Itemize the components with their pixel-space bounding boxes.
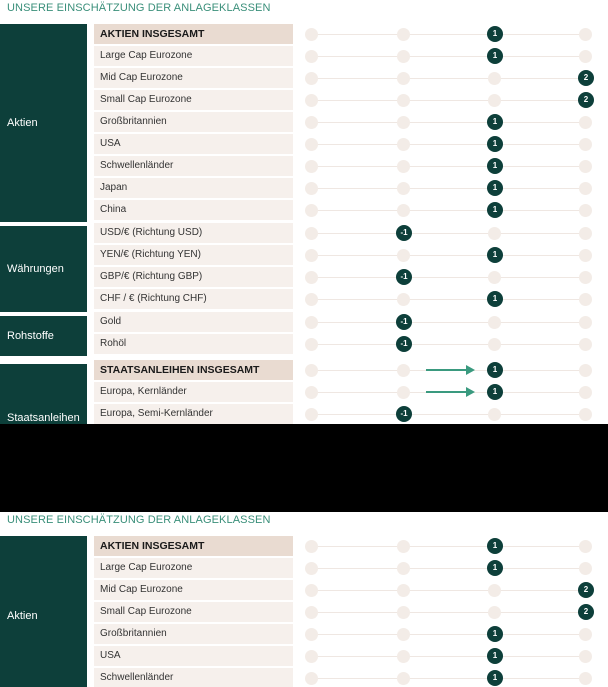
scale-dot xyxy=(488,316,501,329)
table-row xyxy=(0,623,608,645)
scale-dot xyxy=(397,540,410,553)
scale-dot xyxy=(397,204,410,217)
scale-dot xyxy=(579,204,592,217)
scale-track xyxy=(312,612,587,613)
scale-dot xyxy=(305,650,318,663)
score-marker: -1 xyxy=(396,269,412,285)
scale-track xyxy=(312,210,587,211)
row-label: USA xyxy=(94,134,293,154)
score-marker: 1 xyxy=(487,48,503,64)
scale-dot xyxy=(305,182,318,195)
scale-dot xyxy=(397,94,410,107)
scale-dot xyxy=(488,584,501,597)
score-marker: 1 xyxy=(487,114,503,130)
table-row xyxy=(0,266,608,288)
scale-dot xyxy=(397,293,410,306)
scale-dot xyxy=(579,293,592,306)
row-label: Großbritannien xyxy=(94,112,293,132)
scale-dot xyxy=(397,386,410,399)
scale-dot xyxy=(397,364,410,377)
scale-dot xyxy=(397,606,410,619)
table-row xyxy=(0,601,608,623)
scale-dot xyxy=(579,650,592,663)
table-row xyxy=(0,89,608,111)
score-marker: 1 xyxy=(487,560,503,576)
scale-dot xyxy=(488,94,501,107)
scale-dot xyxy=(488,338,501,351)
table-row xyxy=(0,667,608,687)
scale-dot xyxy=(305,606,318,619)
scale-track xyxy=(312,414,587,415)
group-label: Staatsanleihen xyxy=(7,412,80,424)
scale-dot xyxy=(488,271,501,284)
scale-dot xyxy=(397,160,410,173)
score-marker: 1 xyxy=(487,670,503,686)
score-marker: -1 xyxy=(396,225,412,241)
change-arrow-icon xyxy=(424,363,476,377)
scale-dot xyxy=(305,672,318,685)
table-row xyxy=(0,133,608,155)
scale-dot xyxy=(397,138,410,151)
scale-dot xyxy=(305,628,318,641)
scale-dot xyxy=(579,408,592,421)
table-row xyxy=(0,359,608,381)
score-marker: 1 xyxy=(487,362,503,378)
table-row xyxy=(0,557,608,579)
row-label: Schwellenländer xyxy=(94,668,293,687)
score-marker: 2 xyxy=(578,582,594,598)
score-marker: 1 xyxy=(487,538,503,554)
scale-dot xyxy=(579,116,592,129)
scale-dot xyxy=(579,338,592,351)
change-arrow-icon xyxy=(424,385,476,399)
row-label: YEN/€ (Richtung YEN) xyxy=(94,245,293,265)
score-marker: -1 xyxy=(396,336,412,352)
scale-dot xyxy=(305,562,318,575)
scale-dot xyxy=(305,94,318,107)
scale-track xyxy=(312,255,587,256)
scale-dot xyxy=(305,116,318,129)
table-row xyxy=(0,311,608,333)
row-label: Large Cap Eurozone xyxy=(94,558,293,578)
scale-track xyxy=(312,56,587,57)
table-row xyxy=(0,155,608,177)
scale-dot xyxy=(579,160,592,173)
scale-dot xyxy=(579,50,592,63)
scale-dot xyxy=(305,28,318,41)
score-marker: 1 xyxy=(487,626,503,642)
scale-dot xyxy=(488,408,501,421)
scale-track xyxy=(312,546,587,547)
scale-dot xyxy=(305,408,318,421)
scale-dot xyxy=(579,316,592,329)
row-label-total: AKTIEN INSGESAMT xyxy=(94,24,293,44)
section-title: UNSERE EINSCHÄTZUNG DER ANLAGEKLASSEN xyxy=(7,514,271,526)
scale-track xyxy=(312,299,587,300)
scale-dot xyxy=(397,72,410,85)
row-label: CHF / € (Richtung CHF) xyxy=(94,289,293,309)
group-label: Aktien xyxy=(7,610,38,622)
scale-dot xyxy=(579,628,592,641)
scale-dot xyxy=(488,72,501,85)
scale-track xyxy=(312,78,587,79)
scale-dot xyxy=(305,364,318,377)
row-label: Schwellenländer xyxy=(94,156,293,176)
scale-dot xyxy=(579,271,592,284)
score-marker: 1 xyxy=(487,136,503,152)
scale-dot xyxy=(488,227,501,240)
table-row xyxy=(0,23,608,45)
row-label: USD/€ (Richtung USD) xyxy=(94,223,293,243)
row-label: China xyxy=(94,200,293,220)
scale-dot xyxy=(488,606,501,619)
score-marker: 1 xyxy=(487,202,503,218)
scale-track xyxy=(312,656,587,657)
scale-track xyxy=(312,344,587,345)
group-label: Aktien xyxy=(7,117,38,129)
row-label-total: AKTIEN INSGESAMT xyxy=(94,536,293,556)
table-row xyxy=(0,333,608,355)
scale-track xyxy=(312,122,587,123)
table-row xyxy=(0,45,608,67)
scale-dot xyxy=(397,182,410,195)
scale-track xyxy=(312,100,587,101)
scale-dot xyxy=(397,672,410,685)
scale-track xyxy=(312,188,587,189)
score-marker: 1 xyxy=(487,158,503,174)
scale-dot xyxy=(397,28,410,41)
scale-track xyxy=(312,568,587,569)
scale-dot xyxy=(579,182,592,195)
scale-dot xyxy=(305,72,318,85)
table-row xyxy=(0,535,608,557)
scale-track xyxy=(312,34,587,35)
scale-track xyxy=(312,144,587,145)
scale-dot xyxy=(579,540,592,553)
score-marker: 1 xyxy=(487,291,503,307)
table-row xyxy=(0,111,608,133)
row-label: Europa, Semi-Kernländer xyxy=(94,404,293,424)
table-row xyxy=(0,579,608,601)
scale-dot xyxy=(397,50,410,63)
table-row xyxy=(0,403,608,424)
scale-dot xyxy=(397,628,410,641)
black-gap xyxy=(0,424,608,512)
scale-dot xyxy=(305,271,318,284)
group-label: Währungen xyxy=(7,263,64,275)
scale-dot xyxy=(305,50,318,63)
scale-dot xyxy=(305,293,318,306)
table-row xyxy=(0,288,608,310)
group-label: Rohstoffe xyxy=(7,330,54,342)
table-row xyxy=(0,244,608,266)
row-label: Small Cap Eurozone xyxy=(94,90,293,110)
row-label: Large Cap Eurozone xyxy=(94,46,293,66)
scale-track xyxy=(312,166,587,167)
scale-track xyxy=(312,233,587,234)
score-marker: -1 xyxy=(396,314,412,330)
score-marker: -1 xyxy=(396,406,412,422)
scale-dot xyxy=(579,138,592,151)
table-row xyxy=(0,222,608,244)
scale-dot xyxy=(579,562,592,575)
row-label: Mid Cap Eurozone xyxy=(94,68,293,88)
row-label-total: STAATSANLEIHEN INSGESAMT xyxy=(94,360,293,380)
table-row xyxy=(0,645,608,667)
asset-class-table-bottom xyxy=(0,512,608,687)
scale-dot xyxy=(305,316,318,329)
scale-dot xyxy=(579,386,592,399)
table-row xyxy=(0,67,608,89)
scale-dot xyxy=(397,116,410,129)
score-marker: 2 xyxy=(578,604,594,620)
row-label: GBP/€ (Richtung GBP) xyxy=(94,267,293,287)
scale-dot xyxy=(579,249,592,262)
row-label: Rohöl xyxy=(94,334,293,354)
scale-dot xyxy=(305,584,318,597)
score-marker: 1 xyxy=(487,180,503,196)
scale-track xyxy=(312,590,587,591)
row-label: Europa, Kernländer xyxy=(94,382,293,402)
scale-dot xyxy=(305,386,318,399)
score-marker: 2 xyxy=(578,70,594,86)
scale-dot xyxy=(397,584,410,597)
scale-dot xyxy=(305,338,318,351)
scale-dot xyxy=(579,364,592,377)
table-row xyxy=(0,177,608,199)
scale-dot xyxy=(397,249,410,262)
table-row xyxy=(0,199,608,221)
scale-track xyxy=(312,322,587,323)
table-row xyxy=(0,381,608,403)
scale-dot xyxy=(305,249,318,262)
score-marker: 2 xyxy=(578,92,594,108)
scale-dot xyxy=(305,204,318,217)
score-marker: 1 xyxy=(487,384,503,400)
scale-dot xyxy=(305,540,318,553)
scale-track xyxy=(312,678,587,679)
scale-dot xyxy=(305,227,318,240)
scale-dot xyxy=(579,227,592,240)
scale-track xyxy=(312,634,587,635)
score-marker: 1 xyxy=(487,247,503,263)
scale-dot xyxy=(305,160,318,173)
scale-dot xyxy=(397,562,410,575)
scale-track xyxy=(312,277,587,278)
row-label: Japan xyxy=(94,178,293,198)
scale-dot xyxy=(579,28,592,41)
row-label: Großbritannien xyxy=(94,624,293,644)
scale-dot xyxy=(579,672,592,685)
row-label: USA xyxy=(94,646,293,666)
score-marker: 1 xyxy=(487,26,503,42)
scale-dot xyxy=(305,138,318,151)
section-title: UNSERE EINSCHÄTZUNG DER ANLAGEKLASSEN xyxy=(7,2,271,14)
row-label: Small Cap Eurozone xyxy=(94,602,293,622)
row-label: Mid Cap Eurozone xyxy=(94,580,293,600)
score-marker: 1 xyxy=(487,648,503,664)
scale-dot xyxy=(397,650,410,663)
row-label: Gold xyxy=(94,312,293,332)
